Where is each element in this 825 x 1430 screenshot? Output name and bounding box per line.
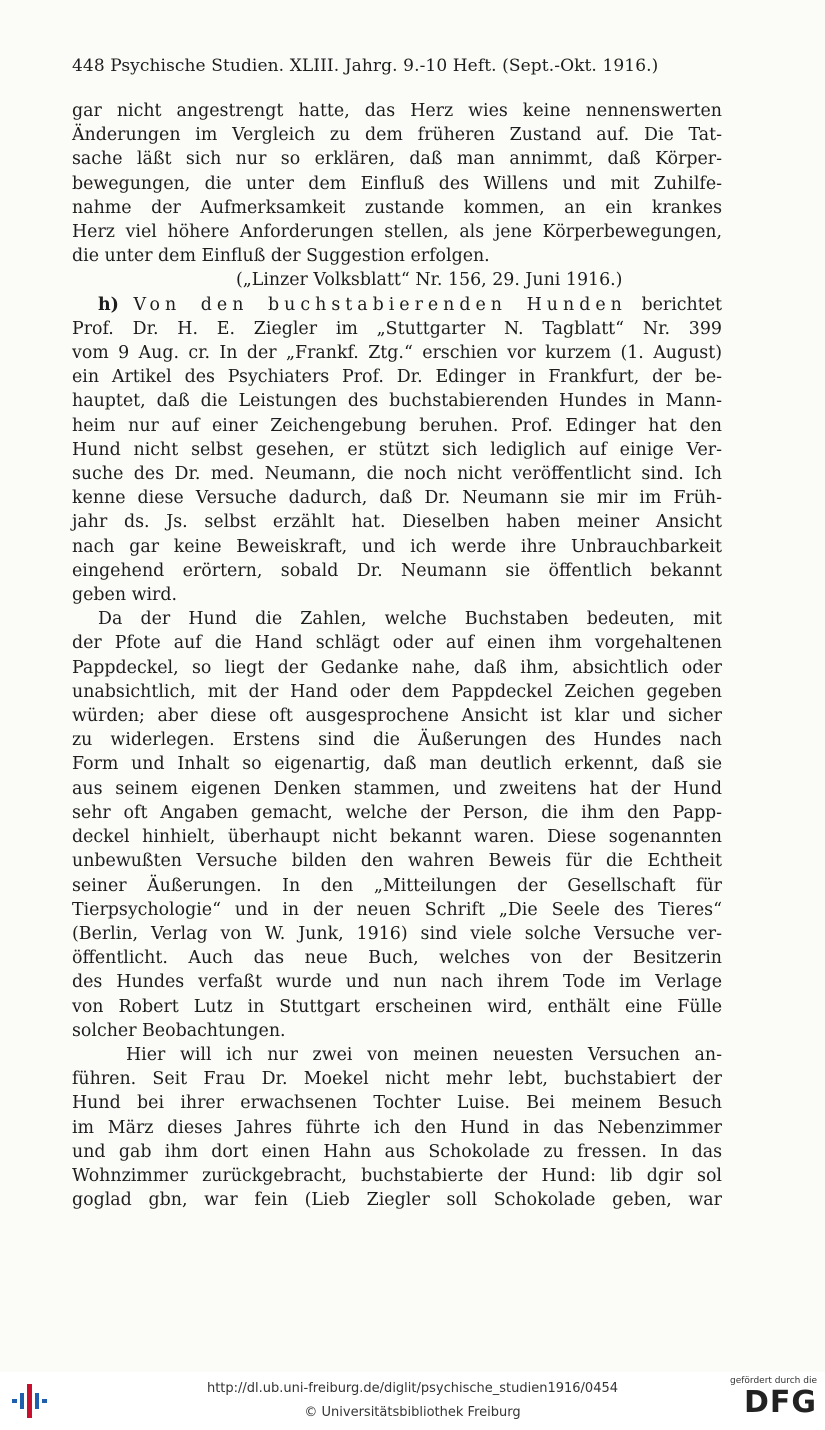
text-line: Pappdeckel, so liegt der Gedanke nahe, daß ihm, absichtlich oder (72, 657, 722, 678)
text-line: jahr ds. Js. selbst erzählt hat. Dieselben haben meiner Ansicht (72, 512, 722, 533)
text-line: würden; aber diese oft ausgesprochene Ansicht ist klar und sicher (72, 706, 722, 727)
text-line: seiner Äußerungen. In den „Mitteilungen der Gesellschaft für (72, 875, 722, 896)
text-line: solcher Beobachtungen. (72, 1020, 286, 1041)
text-line: hauptet, daß die Leistungen des buchstabierenden Hundes in Mann- (72, 391, 722, 412)
text-line: nahme der Aufmerksamkeit zustande kommen, an ein krankes (72, 197, 722, 218)
text-line: öffentlicht. Auch das neue Buch, welches von der Besitzerin (72, 948, 722, 969)
text-line: von Robert Lutz in Stuttgart erscheinen wird, enthält eine Fülle (72, 996, 722, 1017)
viewer-footer (0, 1372, 825, 1430)
text-line: Form und Inhalt so eigenartig, daß man deutlich erkennt, daß sie (72, 754, 722, 775)
text-fragment: berichtet (641, 294, 722, 315)
text-line: heim nur auf einer Zeichengebung beruhen. Prof. Edinger hat den (72, 415, 722, 436)
section-h-first-line (72, 293, 722, 317)
text-line: des Hundes verfaßt wurde und nun nach ihrem Tode im Verlage (72, 972, 722, 993)
text-line: deckel hinhielt, überhaupt nicht bekannt waren. Diese sogenannten (72, 827, 722, 848)
text-line: goglad gbn, war fein (Lieb Ziegler soll Schokolade geben, war (72, 1190, 722, 1211)
text-line: führen. Seit Frau Dr. Moekel nicht mehr lebt, buchstabiert der (72, 1069, 722, 1090)
text-line: Hund bei ihrer erwachsenen Tochter Luise. Bei meinem Besuch (72, 1093, 722, 1114)
text-line: Prof. Dr. H. E. Ziegler im „Stuttgarter N. Tagblatt“ Nr. 399 (72, 318, 722, 339)
text-line: sache läßt sich nur so erklären, daß man annimmt, daß Körper- (72, 149, 722, 170)
text-line: Herz viel höhere Anforderungen stellen, als jene Körperbewegungen, (72, 222, 722, 243)
dfg-funding-badge (717, 1376, 817, 1426)
text-line: gar nicht angestrengt hatte, das Herz wies keine nennenswerten (72, 101, 722, 121)
text-line: Wohnzimmer zurückgebracht, buchstabierte der Hund: lib dgir sol (72, 1165, 722, 1186)
section-heading: Von den buchstabierenden Hunden (133, 294, 627, 315)
text-line: unabsichtlich, mit der Hand oder dem Pappdeckel Zeichen gegeben (72, 681, 722, 702)
text-line: bewegungen, die unter dem Einfluß des Willens und mit Zuhilfe- (72, 173, 722, 194)
text-line: Änderungen im Vergleich zu dem früheren Zustand auf. Die Tat- (72, 125, 722, 146)
body-text (72, 99, 722, 1212)
text-line: kenne diese Versuche dadurch, daß Dr. Neumann sie mir im Früh- (72, 488, 722, 509)
text-line: sehr oft Angaben gemacht, welche der Person, die ihm den Papp- (72, 802, 722, 823)
text-line: zu widerlegen. Erstens sind die Äußerungen des Hundes nach (72, 730, 722, 751)
text-line: der Pfote auf die Hand schlägt oder auf einen ihm vorgehaltenen (72, 633, 722, 654)
text-line: (Berlin, Verlag von W. Junk, 1916) sind viele solche Versuche ver- (72, 923, 722, 944)
text-line: Hund nicht selbst gesehen, er stützt sich lediglich auf einige Ver- (72, 439, 722, 460)
text-line: Tierpsychologie“ und in der neuen Schrift „Die Seele des Tieres“ (72, 899, 722, 920)
text-line: Da der Hund die Zahlen, welche Buchstaben bedeuten, mit (98, 609, 722, 630)
text-line: vom 9 Aug. cr. In der „Frankf. Ztg.“ erschien vor kurzem (1. August) (72, 343, 722, 364)
dfg-caption: gefördert durch die (730, 1376, 817, 1386)
text-line: im März dieses Jahres führte ich den Hund in das Nebenzimmer (72, 1117, 722, 1138)
text-line: die unter dem Einfluß der Suggestion erfolgen. (72, 246, 490, 267)
text-line: Hier will ich nur zwei von meinen neuesten Versuchen an- (126, 1044, 722, 1065)
text-line: eingehend erörtern, sobald Dr. Neumann sie öffentlich bekannt (72, 560, 722, 581)
running-head: 448 Psychische Studien. XLIII. Jahrg. 9.-10 Heft. (Sept.-Okt. 1916.) (72, 56, 659, 76)
text-line: unbewußten Versuche bilden den wahren Beweis für die Echtheit (72, 851, 722, 872)
text-line: geben wird. (72, 585, 177, 606)
text-line: aus seinem eigenen Denken stammen, und zweitens hat der Hund (72, 778, 722, 799)
document-url[interactable]: http://dl.ub.uni-freiburg.de/diglit/psychische_studien1916/0454 (206, 1381, 619, 1396)
citation: („Linzer Volksblatt“ Nr. 156, 29. Juni 1916.) (236, 270, 623, 291)
text-line: und gab ihm dort einen Hahn aus Schokolade zu fressen. In das (72, 1141, 722, 1162)
copyright-notice: © Universitätsbibliothek Freiburg (304, 1405, 521, 1420)
text-line: suche des Dr. med. Neumann, die noch nicht veröffentlicht sind. Ich (72, 464, 722, 485)
section-label: h) (98, 294, 119, 315)
text-line: nach gar keine Beweiskraft, und ich werde ihre Unbrauchbarkeit (72, 536, 722, 557)
dfg-logo: DFG (743, 1385, 817, 1420)
text-line: ein Artikel des Psychiaters Prof. Dr. Edinger in Frankfurt, der be- (72, 367, 722, 388)
